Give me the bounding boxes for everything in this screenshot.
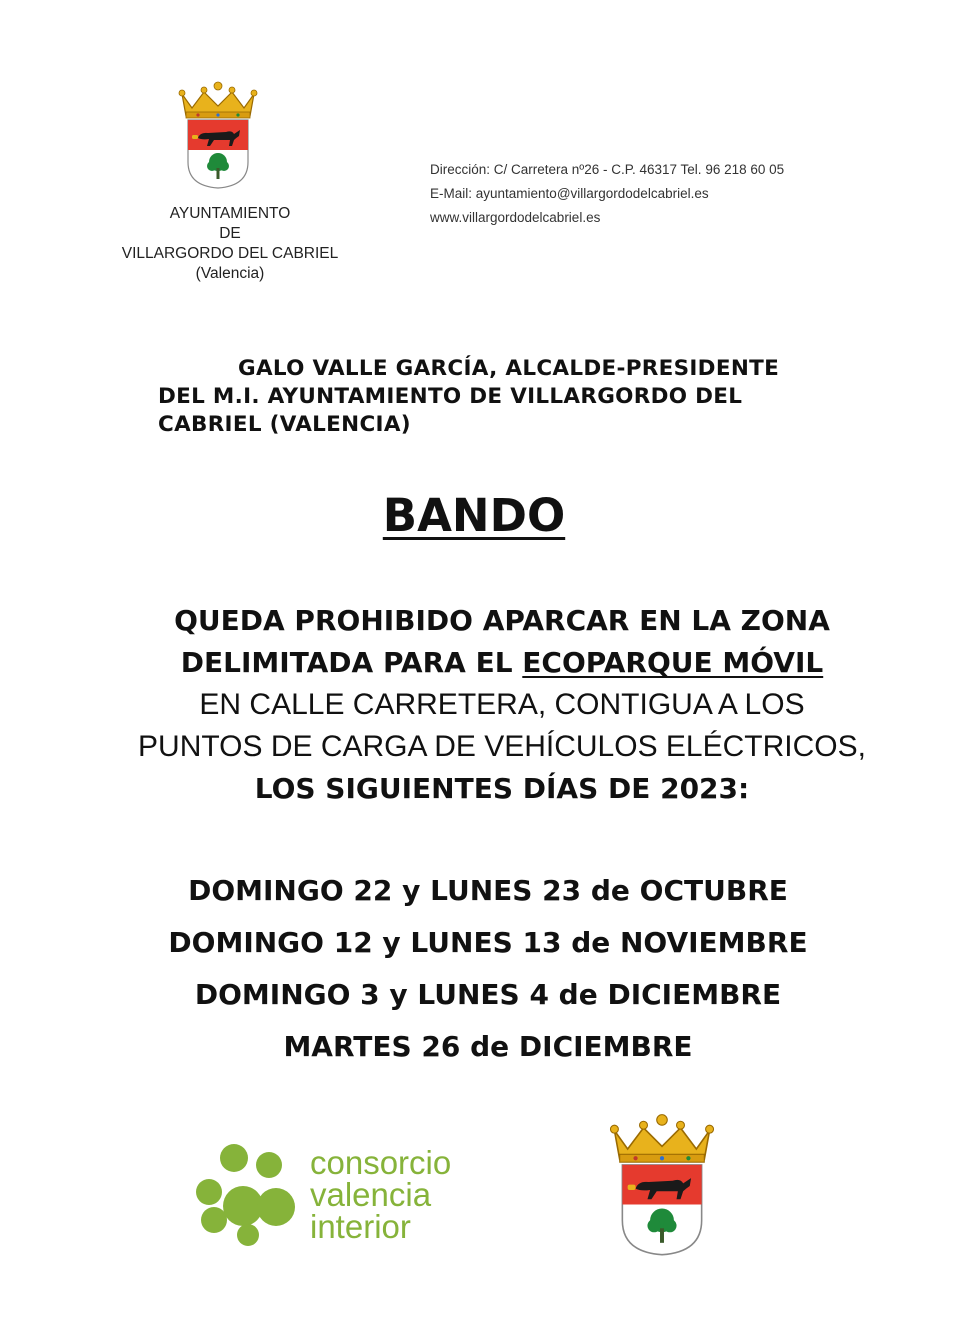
dates-list bbox=[0, 865, 974, 1073]
consorcio-word-1: consorcio bbox=[310, 1144, 452, 1181]
email-line bbox=[430, 182, 784, 206]
notice-line-2-prefix: DELIMITADA PARA EL bbox=[180, 646, 523, 679]
contact-info bbox=[430, 158, 784, 230]
page-title bbox=[0, 488, 948, 544]
ecoparque-highlight: ECOPARQUE MÓVIL bbox=[522, 646, 824, 679]
council-line-1: AYUNTAMIENTO bbox=[169, 205, 291, 222]
date-item: DOMINGO 3 y LUNES 4 de DICIEMBRE bbox=[194, 978, 782, 1011]
consorcio-word-3: interior bbox=[310, 1208, 411, 1245]
notice-line-5: LOS SIGUIENTES DÍAS DE 2023: bbox=[254, 772, 750, 805]
crown-icon bbox=[610, 1115, 713, 1163]
notice-line-4: PUNTOS DE CARGA DE VEHÍCULOS ELÉCTRICOS, bbox=[138, 730, 866, 763]
mayor-heading bbox=[158, 355, 838, 439]
date-item: DOMINGO 12 y LUNES 13 de NOVIEMBRE bbox=[168, 926, 808, 959]
email-link[interactable]: ayuntamiento@villargordodelcabriel.es bbox=[475, 186, 709, 201]
council-name bbox=[100, 204, 360, 284]
title-text: BANDO bbox=[382, 489, 566, 542]
consorcio-word-2: valencia bbox=[310, 1176, 432, 1213]
mayor-line-2: DEL M.I. AYUNTAMIENTO DE VILLARGORDO DEL bbox=[158, 384, 743, 409]
website-link[interactable]: www.villargordodelcabriel.es bbox=[430, 210, 601, 225]
council-line-3: VILLARGORDO DEL CABRIEL bbox=[121, 245, 339, 262]
crown-icon bbox=[179, 82, 257, 118]
mayor-line-3: CABRIEL (VALENCIA) bbox=[158, 412, 411, 437]
notice-line-2 bbox=[0, 642, 974, 684]
council-line-2: DE bbox=[219, 225, 241, 242]
notice-text bbox=[0, 600, 974, 810]
notice-line-3: EN CALLE CARRETERA, CONTIGUA A LOS bbox=[199, 688, 805, 721]
date-item: MARTES 26 de DICIEMBRE bbox=[283, 1030, 693, 1063]
mayor-line-1: GALO VALLE GARCÍA, ALCALDE-PRESIDENTE bbox=[238, 356, 780, 381]
consorcio-logo bbox=[192, 1140, 482, 1250]
municipal-crest-logo bbox=[176, 80, 260, 192]
address-line: Dirección: C/ Carretera nº26 - C.P. 46317 Tel. 96 218 60 05 bbox=[430, 162, 785, 177]
municipal-crest-logo-bottom bbox=[606, 1112, 718, 1260]
council-line-4: (Valencia) bbox=[195, 265, 265, 282]
notice-line-1: QUEDA PROHIBIDO APARCAR EN LA ZONA bbox=[174, 604, 830, 637]
email-label: E-Mail: bbox=[430, 186, 476, 201]
date-item: DOMINGO 22 y LUNES 23 de OCTUBRE bbox=[188, 874, 788, 907]
bubbles-icon bbox=[196, 1144, 295, 1246]
